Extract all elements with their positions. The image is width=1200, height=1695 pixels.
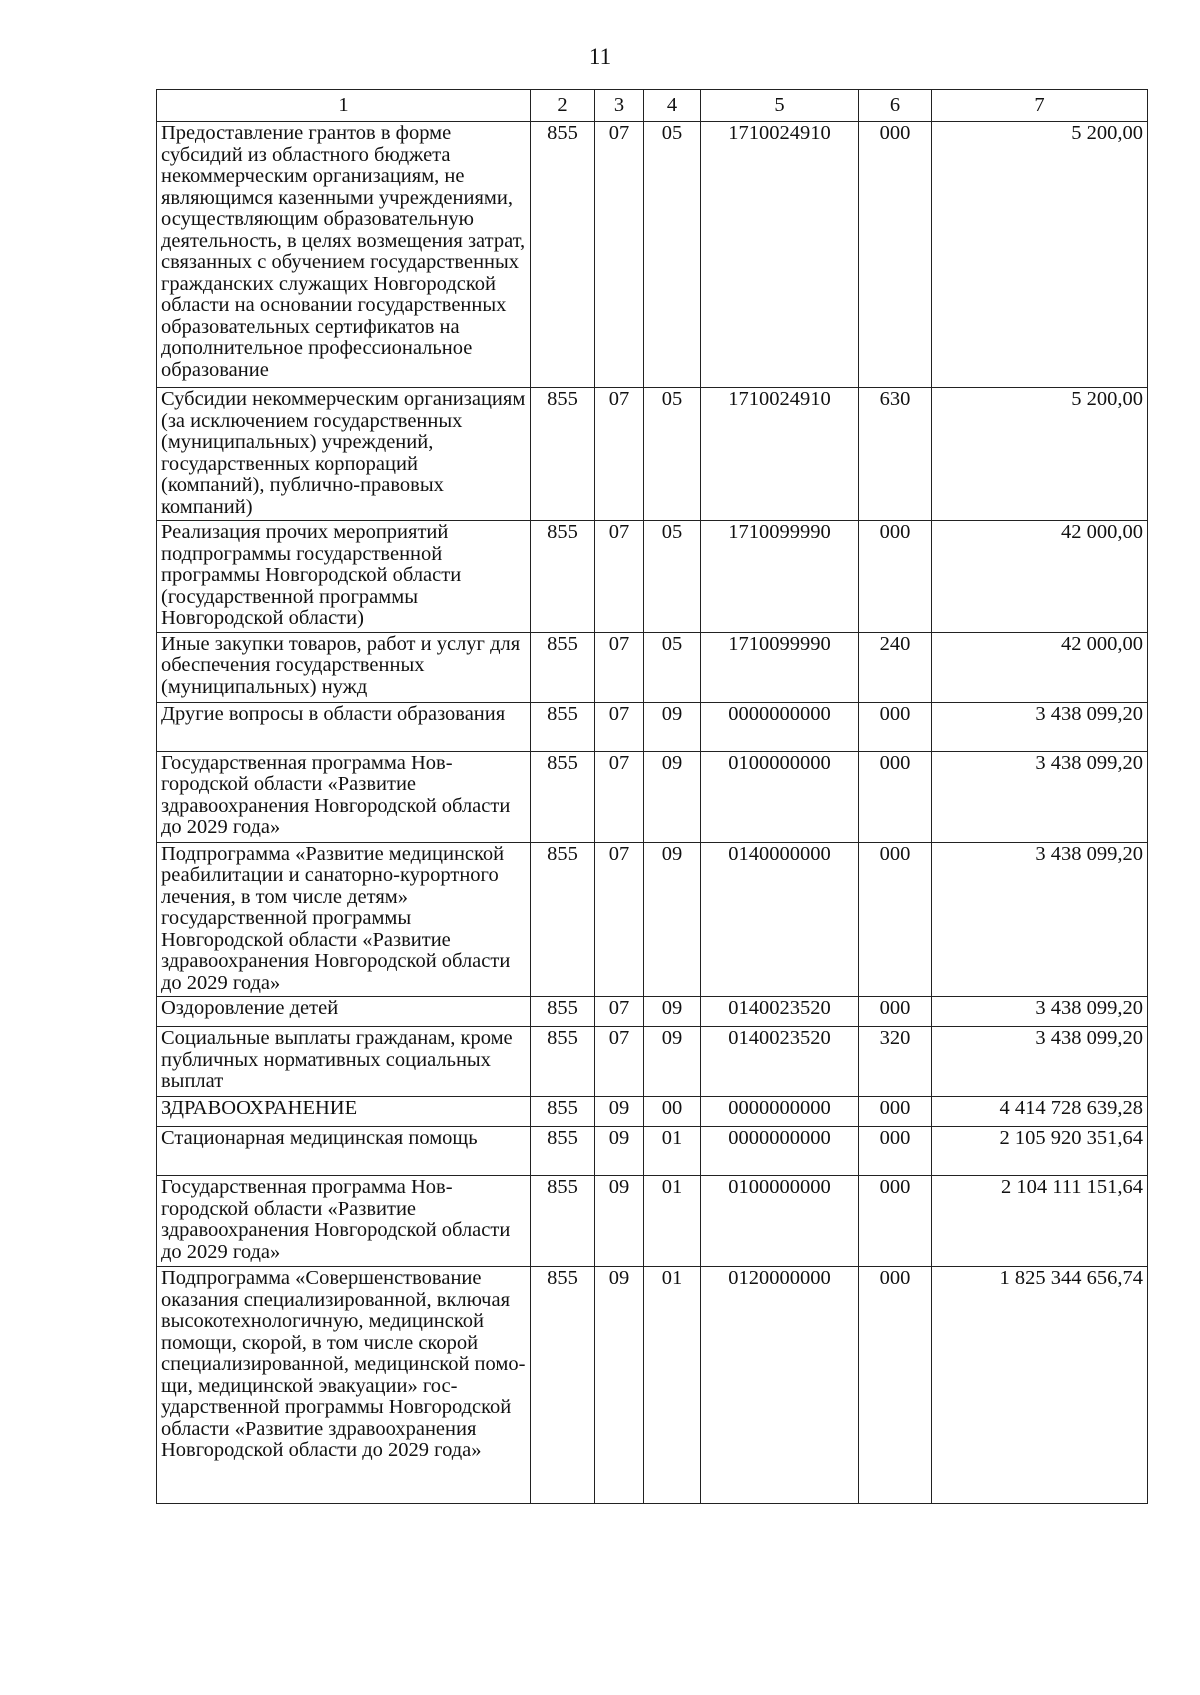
row-target-item-cell: 1710024910 xyxy=(701,388,859,521)
table-row xyxy=(157,122,1148,388)
header-cell-4: 4 xyxy=(644,90,701,122)
row-expense-type-cell: 240 xyxy=(859,632,932,702)
row-name-cell: Оздоровление детей xyxy=(157,997,531,1027)
row-expense-type-cell: 000 xyxy=(859,1176,932,1267)
row-amount-cell: 1 825 344 656,74 xyxy=(932,1267,1148,1504)
row-target-item-cell: 0120000000 xyxy=(701,1267,859,1504)
row-amount-cell: 5 200,00 xyxy=(932,388,1148,521)
row-amount-cell: 2 104 111 151,64 xyxy=(932,1176,1148,1267)
row-target-item-cell: 0000000000 xyxy=(701,1127,859,1176)
row-amount-cell: 42 000,00 xyxy=(932,521,1148,633)
row-section-cell: 07 xyxy=(595,1027,644,1097)
row-admin-code-cell: 855 xyxy=(531,842,595,997)
row-name-cell: ЗДРАВООХРАНЕНИЕ xyxy=(157,1097,531,1127)
page-number: 11 xyxy=(588,44,612,69)
header-cell-6: 6 xyxy=(859,90,932,122)
header-cell-7: 7 xyxy=(932,90,1148,122)
row-name-cell: Социальные выплаты гражданам, кроме публичных нормативных социальных выплат xyxy=(157,1027,531,1097)
row-expense-type-cell: 000 xyxy=(859,521,932,633)
row-expense-type-cell: 000 xyxy=(859,1097,932,1127)
row-name-cell: Иные закупки товаров, работ и услуг для обеспечения государственных (муниципальных) нужд xyxy=(157,632,531,702)
table-row xyxy=(157,751,1148,842)
row-admin-code-cell: 855 xyxy=(531,1097,595,1127)
row-subsection-cell: 05 xyxy=(644,122,701,388)
row-target-item-cell: 0140023520 xyxy=(701,997,859,1027)
row-name-cell: Другие вопросы в области образования xyxy=(157,702,531,751)
row-section-cell: 07 xyxy=(595,122,644,388)
row-section-cell: 07 xyxy=(595,751,644,842)
table-row xyxy=(157,702,1148,751)
row-subsection-cell: 01 xyxy=(644,1127,701,1176)
row-subsection-cell: 05 xyxy=(644,521,701,633)
table-row xyxy=(157,842,1148,997)
row-subsection-cell: 05 xyxy=(644,632,701,702)
row-name-cell: Подпрограмма «Развитие медицинской реабилитации и санаторно-курортного лечения, в том числе детям» государственной программы Новгородской области «Развитие здравоохранения Новгородской области до 2029 года» xyxy=(157,842,531,997)
row-expense-type-cell: 320 xyxy=(859,1027,932,1097)
row-admin-code-cell: 855 xyxy=(531,388,595,521)
row-expense-type-cell: 000 xyxy=(859,751,932,842)
table-row xyxy=(157,1127,1148,1176)
row-amount-cell: 4 414 728 639,28 xyxy=(932,1097,1148,1127)
row-name-cell: Подпрограмма «Совершенствование оказания специализированной, включая высокотехнологичную, медицинской помощи, скорой, в том числе скорой специализированной, медицинской помощи, медицинской эвакуации» государственной программы Новгородской области «Развитие здравоохранения Новгородской области до 2029 года» xyxy=(157,1267,531,1504)
row-amount-cell: 2 105 920 351,64 xyxy=(932,1127,1148,1176)
row-section-cell: 09 xyxy=(595,1176,644,1267)
row-admin-code-cell: 855 xyxy=(531,122,595,388)
row-expense-type-cell: 000 xyxy=(859,1267,932,1504)
row-name-cell: Государственная программа Новгородской области «Развитие здравоохранения Новгородской области до 2029 года» xyxy=(157,751,531,842)
row-admin-code-cell: 855 xyxy=(531,632,595,702)
row-amount-cell: 3 438 099,20 xyxy=(932,1027,1148,1097)
row-name-cell: Стационарная медицинская помощь xyxy=(157,1127,531,1176)
row-expense-type-cell: 000 xyxy=(859,842,932,997)
header-cell-3: 3 xyxy=(595,90,644,122)
header-cell-1: 1 xyxy=(157,90,531,122)
row-amount-cell: 3 438 099,20 xyxy=(932,842,1148,997)
row-section-cell: 07 xyxy=(595,842,644,997)
row-expense-type-cell: 630 xyxy=(859,388,932,521)
row-subsection-cell: 09 xyxy=(644,997,701,1027)
row-subsection-cell: 09 xyxy=(644,1027,701,1097)
row-amount-cell: 3 438 099,20 xyxy=(932,997,1148,1027)
table-row xyxy=(157,1027,1148,1097)
row-expense-type-cell: 000 xyxy=(859,1127,932,1176)
header-row xyxy=(157,90,1148,122)
row-target-item-cell: 0140000000 xyxy=(701,842,859,997)
row-admin-code-cell: 855 xyxy=(531,1027,595,1097)
table-row xyxy=(157,997,1148,1027)
table-row xyxy=(157,1267,1148,1504)
row-amount-cell: 5 200,00 xyxy=(932,122,1148,388)
row-target-item-cell: 0100000000 xyxy=(701,751,859,842)
row-name-cell: Реализация прочих мероприятий подпрограммы государственной программы Новгородской области (государственной программы Новгородской области) xyxy=(157,521,531,633)
row-amount-cell: 3 438 099,20 xyxy=(932,751,1148,842)
row-section-cell: 07 xyxy=(595,388,644,521)
table-row xyxy=(157,521,1148,633)
row-target-item-cell: 0140023520 xyxy=(701,1027,859,1097)
row-admin-code-cell: 855 xyxy=(531,997,595,1027)
row-section-cell: 07 xyxy=(595,632,644,702)
header-cell-5: 5 xyxy=(701,90,859,122)
row-target-item-cell: 0000000000 xyxy=(701,1097,859,1127)
row-subsection-cell: 01 xyxy=(644,1176,701,1267)
row-admin-code-cell: 855 xyxy=(531,1267,595,1504)
row-expense-type-cell: 000 xyxy=(859,122,932,388)
row-subsection-cell: 09 xyxy=(644,842,701,997)
header-cell-2: 2 xyxy=(531,90,595,122)
row-amount-cell: 3 438 099,20 xyxy=(932,702,1148,751)
table-row xyxy=(157,1176,1148,1267)
row-subsection-cell: 09 xyxy=(644,702,701,751)
row-amount-cell: 42 000,00 xyxy=(932,632,1148,702)
table-row xyxy=(157,388,1148,521)
row-name-cell: Субсидии некоммерческим организациям (за исключением государственных (муниципальных) учреждений, государственных корпораций (компаний), публично-правовых компаний) xyxy=(157,388,531,521)
row-admin-code-cell: 855 xyxy=(531,521,595,633)
row-section-cell: 07 xyxy=(595,702,644,751)
row-admin-code-cell: 855 xyxy=(531,751,595,842)
row-section-cell: 09 xyxy=(595,1127,644,1176)
row-target-item-cell: 1710024910 xyxy=(701,122,859,388)
row-name-cell: Предоставление грантов в форме субсидий из областного бюджета некоммерческим организациям, не являющимся казенными учреждениями, осуществляющим образовательную деятельность, в целях возмещения затрат, связанных с обучением государственных гражданских служащих Новгородской области на основании государственных образовательных сертификатов на дополнительное профессиональное образование xyxy=(157,122,531,388)
row-target-item-cell: 0000000000 xyxy=(701,702,859,751)
row-subsection-cell: 01 xyxy=(644,1267,701,1504)
row-section-cell: 09 xyxy=(595,1267,644,1504)
row-name-cell: Государственная программа Новгородской области «Развитие здравоохранения Новгородской области до 2029 года» xyxy=(157,1176,531,1267)
budget-table xyxy=(156,89,1148,1504)
row-target-item-cell: 1710099990 xyxy=(701,521,859,633)
row-admin-code-cell: 855 xyxy=(531,1176,595,1267)
row-target-item-cell: 0100000000 xyxy=(701,1176,859,1267)
row-subsection-cell: 00 xyxy=(644,1097,701,1127)
row-subsection-cell: 09 xyxy=(644,751,701,842)
row-section-cell: 09 xyxy=(595,1097,644,1127)
row-section-cell: 07 xyxy=(595,997,644,1027)
row-admin-code-cell: 855 xyxy=(531,1127,595,1176)
row-expense-type-cell: 000 xyxy=(859,997,932,1027)
row-target-item-cell: 1710099990 xyxy=(701,632,859,702)
table-row xyxy=(157,632,1148,702)
row-section-cell: 07 xyxy=(595,521,644,633)
row-subsection-cell: 05 xyxy=(644,388,701,521)
row-admin-code-cell: 855 xyxy=(531,702,595,751)
table-row xyxy=(157,1097,1148,1127)
row-expense-type-cell: 000 xyxy=(859,702,932,751)
